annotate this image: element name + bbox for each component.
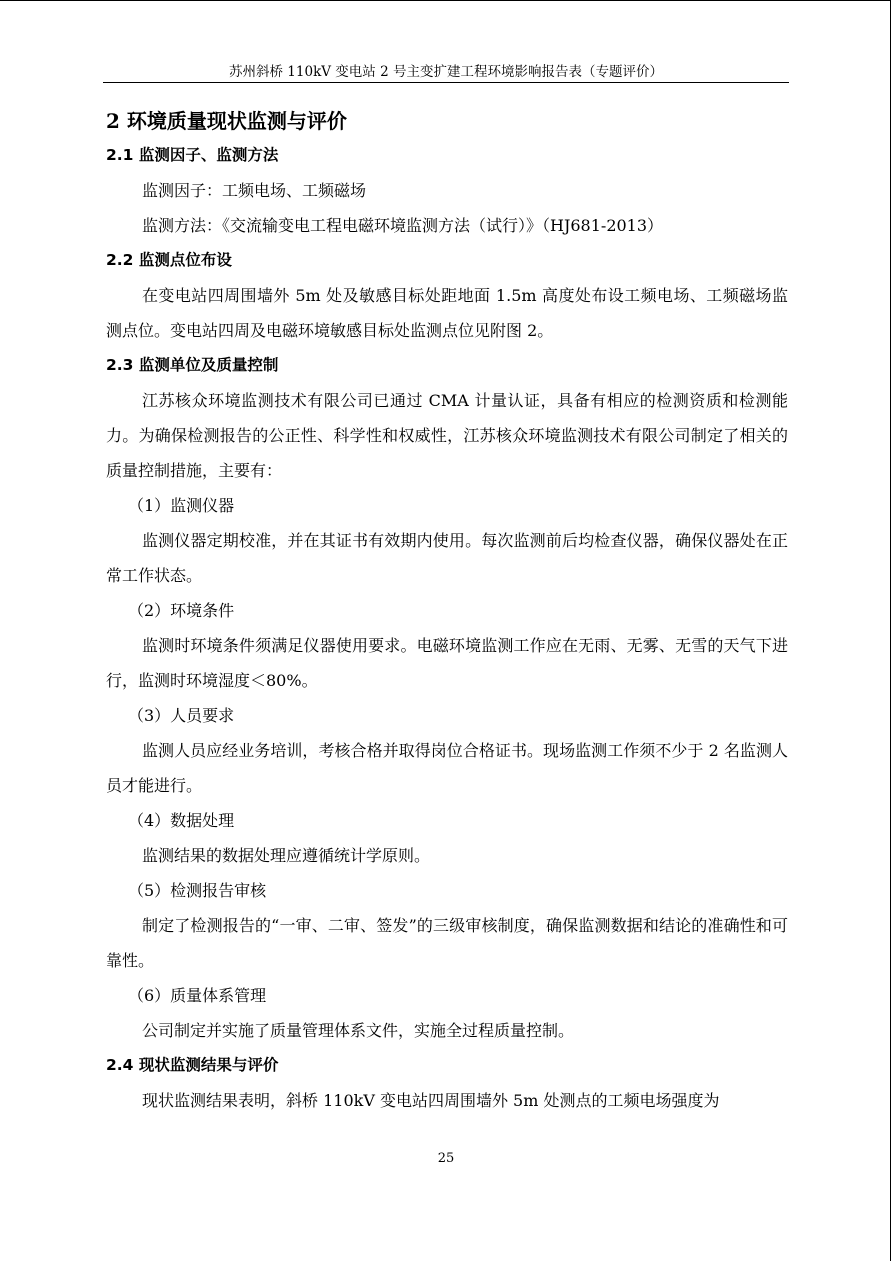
- running-header: 苏州斜桥 110kV 变电站 2 号主变扩建工程环境影响报告表（专题评价）: [229, 64, 663, 80]
- qc-item-text: 监测时环境条件须满足仪器使用要求。电磁环境监测工作应在无雨、无雾、无雪的天气下进行，监测时环境湿度＜80%。: [106, 636, 788, 690]
- subsection-2-1-title: 2.1 监测因子、监测方法: [106, 146, 279, 164]
- subsection-2-4-title: 2.4 现状监测结果与评价: [106, 1056, 279, 1074]
- quality-control-intro: 江苏核众环境监测技术有限公司已通过 CMA 计量认证，具备有相应的检测资质和检测能力。为确保检测报告的公正性、科学性和权威性，江苏核众环境监测技术有限公司制定了相关的质量控制措施，主要有：: [106, 391, 788, 480]
- monitoring-factors: 监测因子：工频电场、工频磁场: [142, 181, 367, 200]
- qc-item-label: （5）检测报告审核: [128, 881, 267, 900]
- qc-item-label: （1）监测仪器: [128, 496, 235, 515]
- qc-item-text: 监测人员应经业务培训，考核合格并取得岗位合格证书。现场监测工作须不少于 2 名监测人员才能进行。: [106, 741, 788, 795]
- monitoring-method: 监测方法：《交流输变电工程电磁环境监测方法（试行）》（HJ681-2013）: [142, 216, 664, 235]
- qc-item-text: 监测结果的数据处理应遵循统计学原则。: [142, 846, 431, 865]
- page-number: 25: [437, 1151, 455, 1166]
- qc-item-label: （6）质量体系管理: [128, 986, 267, 1005]
- results-text: 现状监测结果表明，斜桥 110kV 变电站四周围墙外 5m 处测点的工频电场强度为: [142, 1091, 720, 1110]
- qc-item-text: 制定了检测报告的“一审、二审、签发”的三级审核制度，确保监测数据和结论的准确性和可靠性。: [106, 916, 788, 970]
- header-rule: [103, 82, 789, 83]
- subsection-2-2-title: 2.2 监测点位布设: [106, 251, 232, 269]
- qc-item-label: （2）环境条件: [128, 601, 235, 620]
- monitoring-points-text: 在变电站四周围墙外 5m 处及敏感目标处距地面 1.5m 高度处布设工频电场、工频磁场监测点位。变电站四周及电磁环境敏感目标处监测点位见附图 2。: [106, 286, 788, 340]
- qc-item-label: （3）人员要求: [128, 706, 235, 725]
- qc-item-text: 监测仪器定期校准，并在其证书有效期内使用。每次监测前后均检查仪器，确保仪器处在正常工作状态。: [106, 531, 788, 585]
- subsection-2-3-title: 2.3 监测单位及质量控制: [106, 356, 279, 374]
- qc-item-text: 公司制定并实施了质量管理体系文件，实施全过程质量控制。: [142, 1021, 575, 1040]
- section-title: 2 环境质量现状监测与评价: [106, 109, 347, 133]
- qc-item-label: （4）数据处理: [128, 811, 235, 830]
- document-body: [106, 104, 788, 1118]
